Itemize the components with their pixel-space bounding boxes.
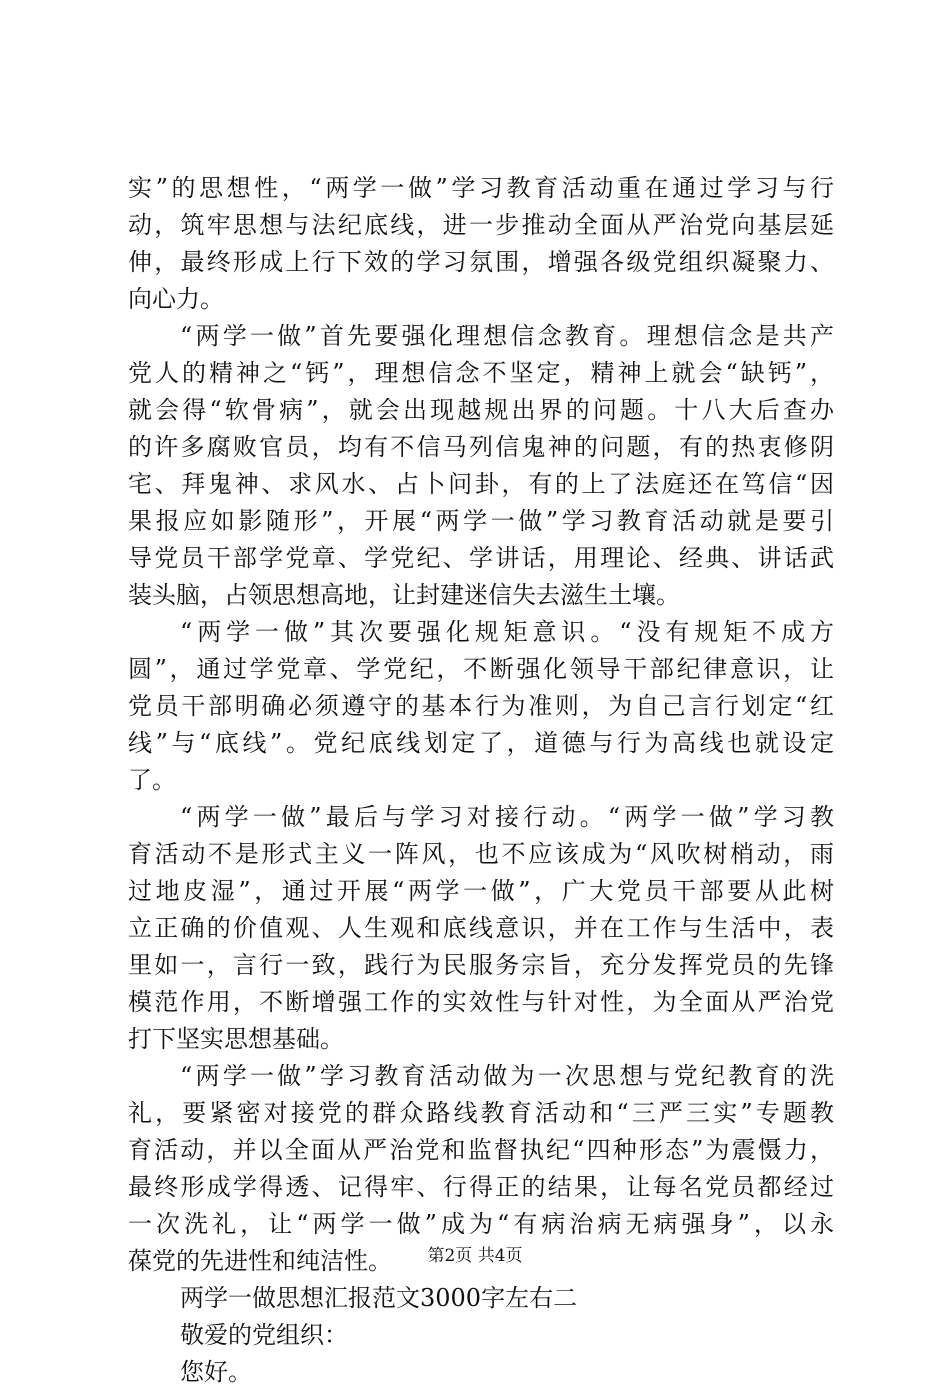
text-line: 立正确的价值观、人生观和底线意识，并在工作与生活中，表 xyxy=(128,914,834,942)
text-line: 向心力。 xyxy=(128,285,224,313)
text-line: 最终形成学得透、记得牢、行得正的结果，让每名党员都经过 xyxy=(128,1173,834,1201)
text-line: “两学一做”学习教育活动做为一次思想与党纪教育的洗 xyxy=(180,1062,834,1090)
text-line: 礼，要紧密对接党的群众路线教育活动和“三严三实”专题教 xyxy=(128,1099,834,1127)
text-line: 育活动不是形式主义一阵风，也不应该成为“风吹树梢动，雨 xyxy=(128,840,834,868)
text-line: 模范作用，不断增强工作的实效性与针对性，为全面从严治党 xyxy=(128,988,834,1016)
text-line: 宅、拜鬼神、求风水、占卜问卦，有的上了法庭还在笃信“因 xyxy=(128,470,834,498)
text-line: 导党员干部学党章、学党纪、学讲话，用理论、经典、讲话武 xyxy=(128,544,834,572)
text-line: 过地皮湿”，通过开展“两学一做”，广大党员干部要从此树 xyxy=(128,877,834,905)
text-line: “两学一做”最后与学习对接行动。“两学一做”学习教 xyxy=(180,803,834,831)
text-line: 打下坚实思想基础。 xyxy=(128,1025,344,1053)
text-line: 伸，最终形成上行下效的学习氛围，增强各级党组织凝聚力、 xyxy=(128,248,834,276)
text-line: “两学一做”首先要强化理想信念教育。理想信念是共产 xyxy=(180,322,834,350)
text-line: 一次洗礼，让“两学一做”成为“有病治病无病强身”，以永 xyxy=(128,1210,834,1238)
text-line: 果报应如影随形”，开展“两学一做”学习教育活动就是要引 xyxy=(128,507,834,535)
text-line: 里如一，言行一致，践行为民服务宗旨，充分发挥党员的先锋 xyxy=(128,951,834,979)
text-line: 敬爱的党组织： xyxy=(180,1321,348,1349)
text-line: 圆”，通过学党章、学党纪，不断强化领导干部纪律意识，让 xyxy=(128,655,834,683)
text-line: “两学一做”其次要强化规矩意识。“没有规矩不成方 xyxy=(180,618,834,646)
text-line: 动，筑牢思想与法纪底线，进一步推动全面从严治党向基层延 xyxy=(128,211,834,239)
text-line: 葆党的先进性和纯洁性。 xyxy=(128,1247,392,1275)
text-line: 装头脑，占领思想高地，让封建迷信失去滋生土壤。 xyxy=(128,581,680,609)
text-line: 育活动，并以全面从严治党和监督执纪“四种形态”为震慑力， xyxy=(128,1136,834,1164)
text-line: 党员干部明确必须遵守的基本行为准则，为自己言行划定“红 xyxy=(128,692,834,720)
page-footer: 第2页 共4页 xyxy=(427,1246,523,1266)
document-body xyxy=(128,170,834,1391)
text-line: 两学一做思想汇报范文3000字左右二 xyxy=(180,1284,578,1312)
text-line: 了。 xyxy=(128,766,176,794)
text-line: 的许多腐败官员，均有不信马列信鬼神的问题，有的热衷修阴 xyxy=(128,433,834,461)
text-line: 您好。 xyxy=(180,1358,252,1386)
text-line: 就会得“软骨病”，就会出现越规出界的问题。十八大后查办 xyxy=(128,396,834,424)
text-line: 党人的精神之“钙”，理想信念不坚定，精神上就会“缺钙”， xyxy=(128,359,834,387)
text-line: 实”的思想性，“两学一做”学习教育活动重在通过学习与行 xyxy=(128,174,834,202)
text-line: 线”与“底线”。党纪底线划定了，道德与行为高线也就设定 xyxy=(128,729,834,757)
